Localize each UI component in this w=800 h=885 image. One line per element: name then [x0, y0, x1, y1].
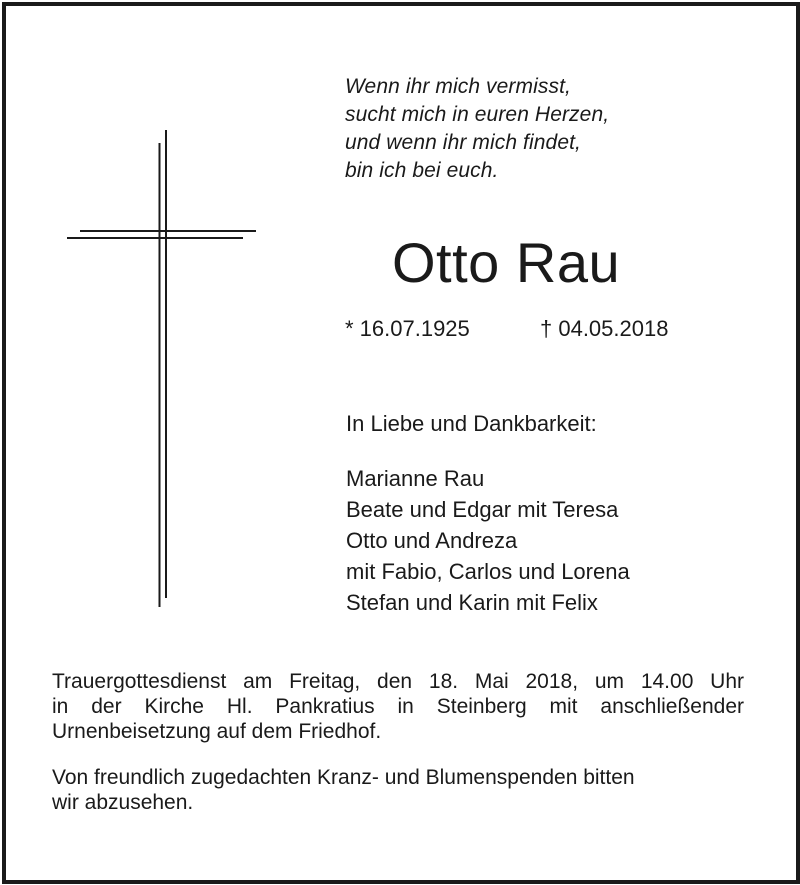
mourner-line: mit Fabio, Carlos und Lorena	[346, 559, 630, 584]
motto-verse	[345, 73, 609, 185]
thanks-heading: In Liebe und Dankbarkeit:	[346, 411, 597, 436]
flowers-line: wir abzusehen.	[52, 791, 194, 814]
mourners-list	[346, 463, 630, 618]
flowers-request	[52, 765, 744, 815]
flowers-line: Von freundlich zugedachten Kranz- und Blumenspenden bitten	[52, 766, 635, 789]
death-date: † 04.05.2018	[540, 316, 669, 341]
motto-line: bin ich bei euch.	[345, 159, 499, 182]
service-line: Urnenbeisetzung auf dem Friedhof.	[52, 720, 382, 743]
mourner-line: Marianne Rau	[346, 466, 485, 491]
mourner-line: Beate und Edgar mit Teresa	[346, 497, 619, 522]
motto-line: Wenn ihr mich vermisst,	[345, 75, 571, 98]
motto-line: und wenn ihr mich findet,	[345, 131, 581, 154]
service-line: in der Kirche Hl. Pankratius in Steinberg mit anschließender	[52, 695, 744, 718]
mourner-line: Stefan und Karin mit Felix	[346, 590, 598, 615]
service-line: Trauergottesdienst am Freitag, den 18. Mai 2018, um 14.00 Uhr	[52, 670, 744, 693]
mourner-line: Otto und Andreza	[346, 528, 518, 553]
birth-date: * 16.07.1925	[345, 316, 470, 341]
funeral-service-info	[52, 669, 744, 744]
motto-line: sucht mich in euren Herzen,	[345, 103, 610, 126]
deceased-name: Otto Rau	[392, 231, 621, 294]
life-dates	[345, 314, 669, 344]
